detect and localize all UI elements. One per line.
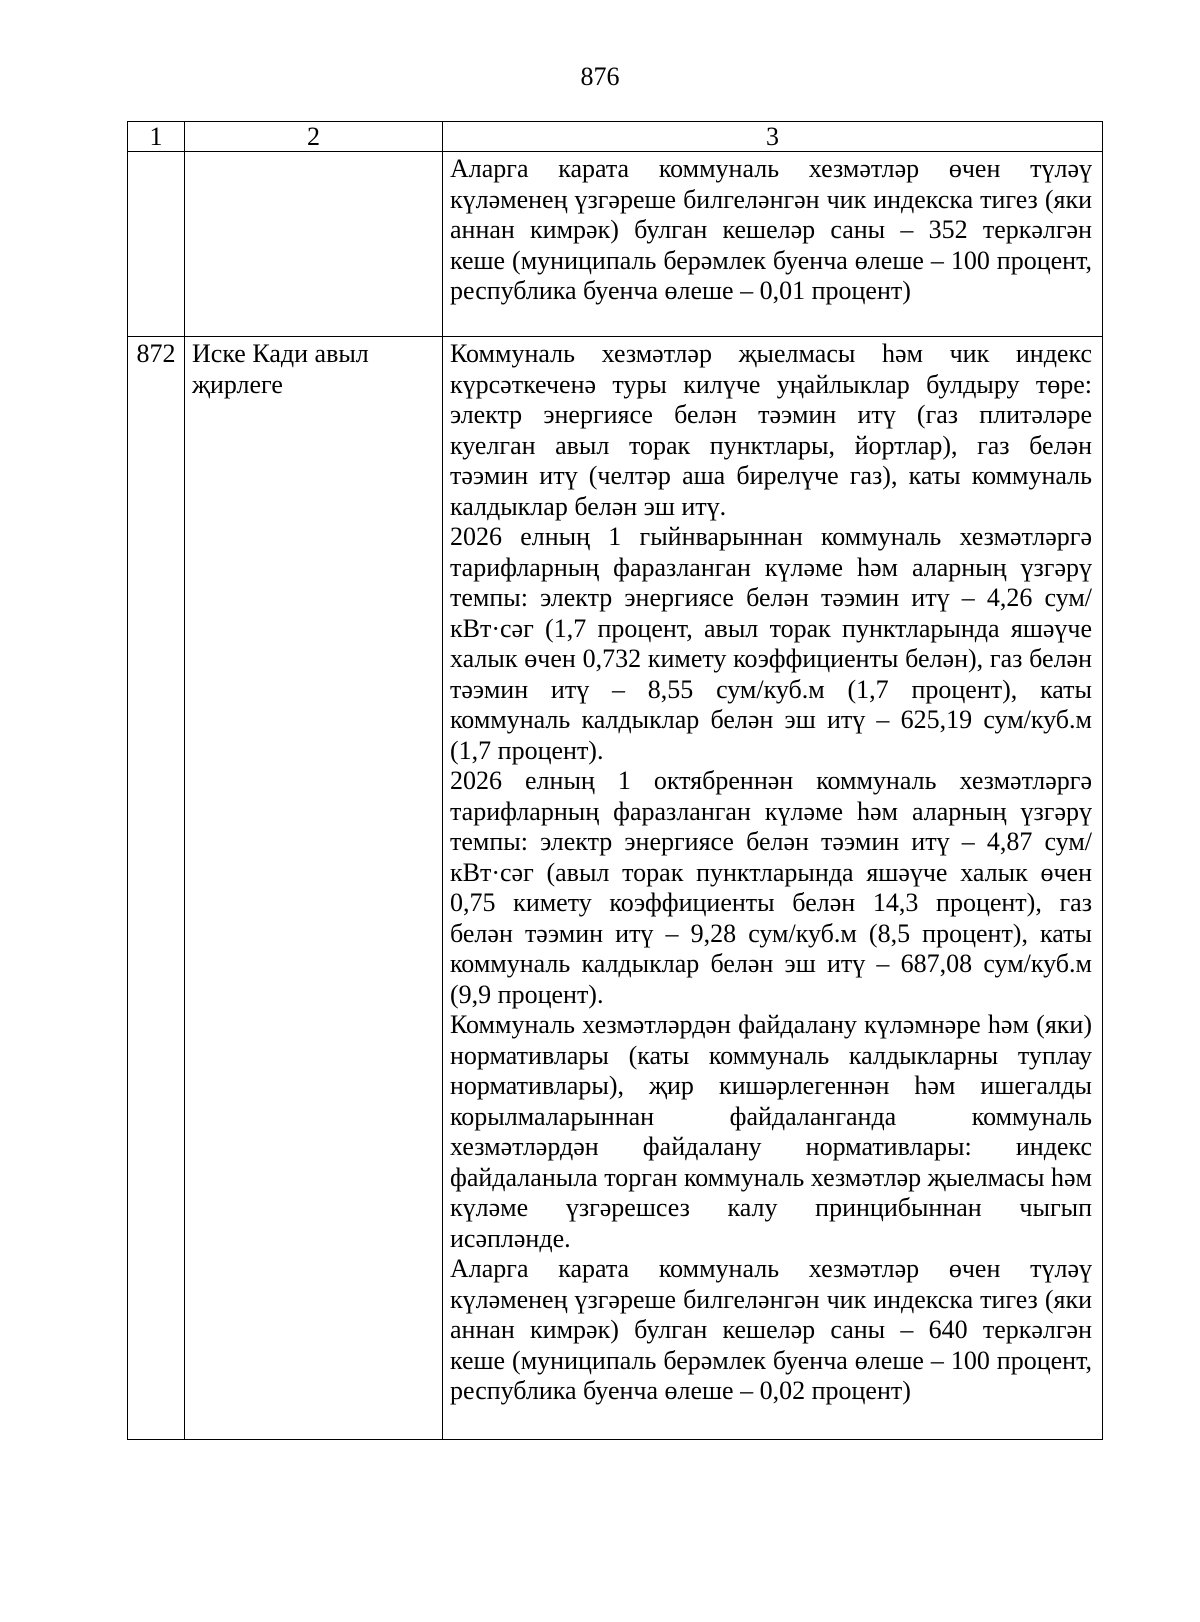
header-col-2: 2 — [185, 122, 443, 152]
row-number-cell — [128, 152, 185, 337]
description-cell — [443, 152, 1103, 337]
utility-types-paragraph: Коммуналь хезмәтләр җыелмасы һәм чик индекс күрсәткеченә туры килүче уңайлыклар булдыру төре: электр энергиясе белән тәэмин итү (газ плитәләре куелган авыл торак пунктлары, йортлар), газ белән тәэмин итү (челтәр аша бирелүче газ), каты коммуналь калдыклар белән эш итү. — [450, 339, 1092, 521]
table-row-872 — [128, 337, 1103, 1440]
settlement-name-cell: Иске Кади авыл җирлеге — [185, 337, 443, 1440]
table-header-row — [128, 122, 1103, 152]
settlement-name-cell — [185, 152, 443, 337]
affected-population-paragraph: Аларга карата коммуналь хезмәтләр өчен түләү күләменең үзгәреше билгеләнгән чик индекска тигез (яки аннан кимрәк) булган кешеләр саны – 640 теркәлгән кеше (муниципаль берәмлек буенча өлеше – 100 процент, республика буенча өлеше – 0,02 процент) — [450, 1254, 1092, 1405]
description-paragraph: Аларга карата коммуналь хезмәтләр өчен түләү күләменең үзгәреше билгеләнгән чик индекска тигез (яки аннан кимрәк) булган кешеләр саны – 352 теркәлгән кеше (муниципаль берәмлек буенча өлеше – 100 процент, республика буенча өлеше – 0,01 процент) — [450, 154, 1092, 305]
header-col-1: 1 — [128, 122, 185, 152]
header-col-3: 3 — [443, 122, 1103, 152]
table-row-continuation — [128, 152, 1103, 337]
row-number-cell: 872 — [128, 337, 185, 1440]
tariffs-january-paragraph: 2026 елның 1 гыйнварыннан коммуналь хезмәтләргә тарифларның фаразланган күләме һәм аларның үзгәрү темпы: электр энергиясе белән тәэмин итү – 4,26 сум/кВт·сәг (1,7 процент, авыл торак пунктларында яшәүче халык өчен 0,732 кимету коэффициенты белән), газ белән тәэмин итү – 8,55 сум/куб.м (1,7 процент), каты коммуналь калдыклар белән эш итү – 625,19 сум/куб.м (1,7 процент). — [450, 522, 1092, 765]
tariff-table — [127, 121, 1103, 1440]
consumption-norms-paragraph: Коммуналь хезмәтләрдән файдалану күләмнәре һәм (яки) нормативлары (каты коммуналь калдыкларны туплау нормативлары), җир кишәрлегеннән һәм ишегалды корылмаларыннан файдаланганда коммуналь хезмәтләрдән файдалану нормативлары: индекс файдаланыла торган коммуналь хезмәтләр җыелмасы һәм күләме үзгәрешсез калу принцибыннан чыгып исәпләнде. — [450, 1010, 1092, 1253]
page-number: 876 — [580, 62, 620, 91]
description-cell — [443, 337, 1103, 1440]
tariffs-october-paragraph: 2026 елның 1 октябреннән коммуналь хезмәтләргә тарифларның фаразланган күләме һәм аларның үзгәрү темпы: электр энергиясе белән тәэмин итү – 4,87 сум/кВт·сәг (авыл торак пунктларында яшәүче халык өчен 0,75 кимету коэффициенты белән 14,3 процент), газ белән тәэмин итү – 9,28 сум/куб.м (8,5 процент), каты коммуналь калдыклар белән эш итү – 687,08 сум/куб.м (9,9 процент). — [450, 766, 1092, 1009]
